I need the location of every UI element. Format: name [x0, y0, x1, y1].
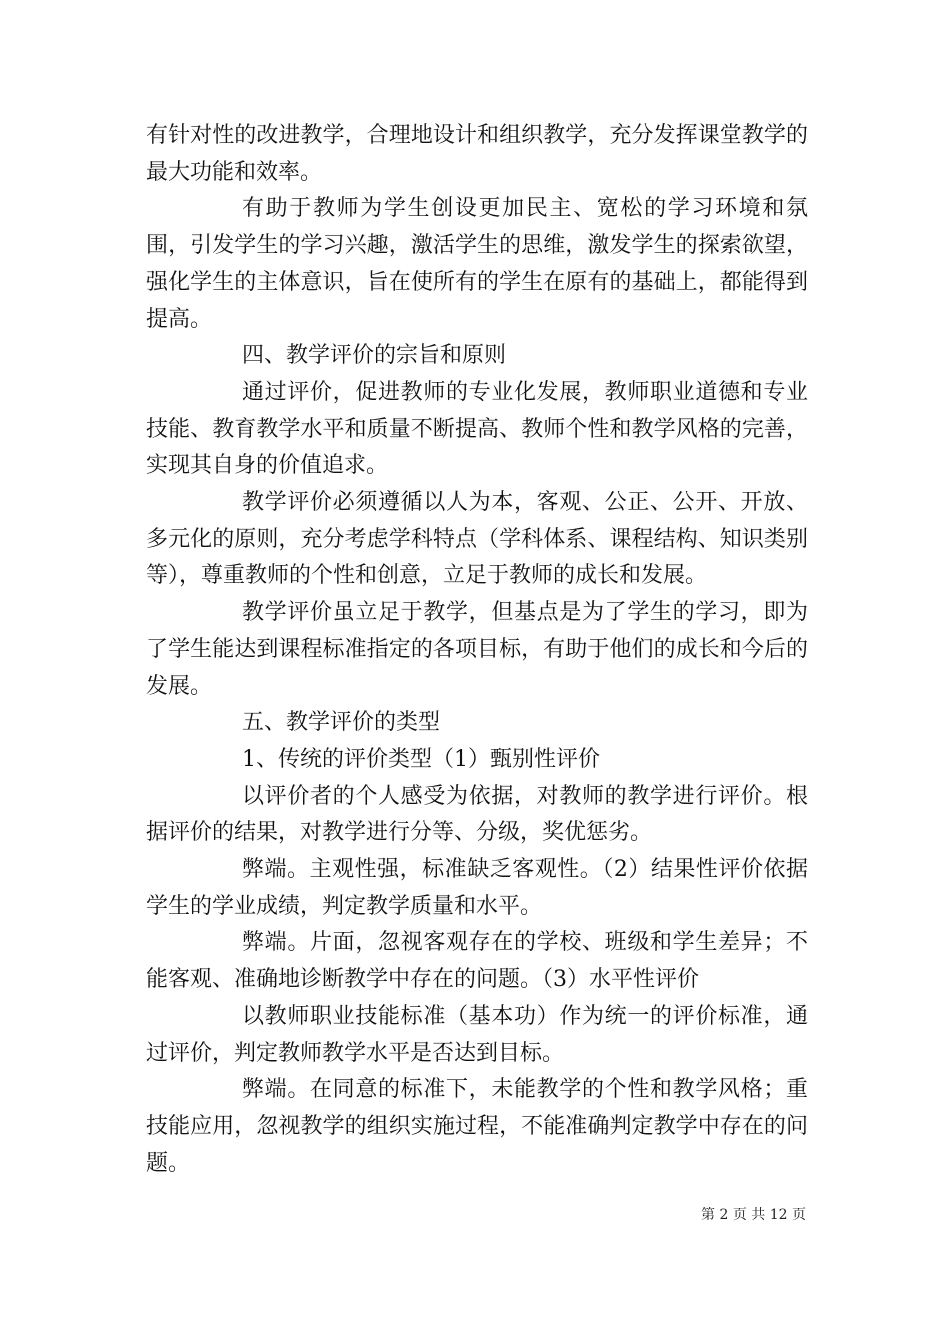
subsection-heading: 1、传统的评价类型（1）甄别性评价: [242, 746, 600, 772]
paragraph: 弊端。片面，忽视客观存在的学校、班级和学生差异；不能客观、准确地诊断教学中存在的问题。（3）水平性评价: [146, 930, 808, 993]
paragraph: 弊端。主观性强，标准缺乏客观性。（2）结果性评价依据学生的学业成绩，判定教学质量和水平。: [146, 857, 808, 919]
paragraph: 有助于教师为学生创设更加民主、宽松的学习环境和氛围，引发学生的学习兴趣，激活学生的思维，激发学生的探索欲望，强化学生的主体意识，旨在使所有的学生在原有的基础上，都能得到提高。: [146, 196, 808, 332]
section-heading-5: 五、教学评价的类型: [242, 710, 441, 736]
paragraph: 以教师职业技能标准（基本功）作为统一的评价标准，通过评价，判定教师教学水平是否达到目标。: [146, 1003, 808, 1066]
paragraph: 教学评价虽立足于教学，但基点是为了学生的学习，即为了学生能达到课程标准指定的各项目标，有助于他们的成长和今后的发展。: [146, 600, 808, 699]
paragraph-continuation: 有针对性的改进教学，合理地设计和组织教学，充分发挥课堂教学的最大功能和效率。: [146, 123, 808, 185]
paragraph: 弊端。在同意的标准下，未能教学的个性和教学风格；重技能应用，忽视教学的组织实施过程，不能准确判定教学中存在的问题。: [146, 1077, 808, 1176]
paragraph: 以评价者的个人感受为依据，对教师的教学进行评价。根据评价的结果，对教学进行分等、分级，奖优惩劣。: [146, 783, 808, 846]
paragraph: 教学评价必须遵循以人为本，客观、公正、公开、开放、多元化的原则，充分考虑学科特点（学科体系、课程结构、知识类别等），尊重教师的个性和创意，立足于教师的成长和发展。: [146, 490, 808, 589]
document-body: [146, 118, 808, 1182]
section-heading-4: 四、教学评价的宗旨和原则: [242, 343, 507, 369]
paragraph: 通过评价，促进教师的专业化发展，教师职业道德和专业技能、教育教学水平和质量不断提高、教师个性和教学风格的完善，实现其自身的价值追求。: [146, 379, 808, 479]
page-number-footer: 第 2 页 共 12 页: [701, 1207, 806, 1223]
